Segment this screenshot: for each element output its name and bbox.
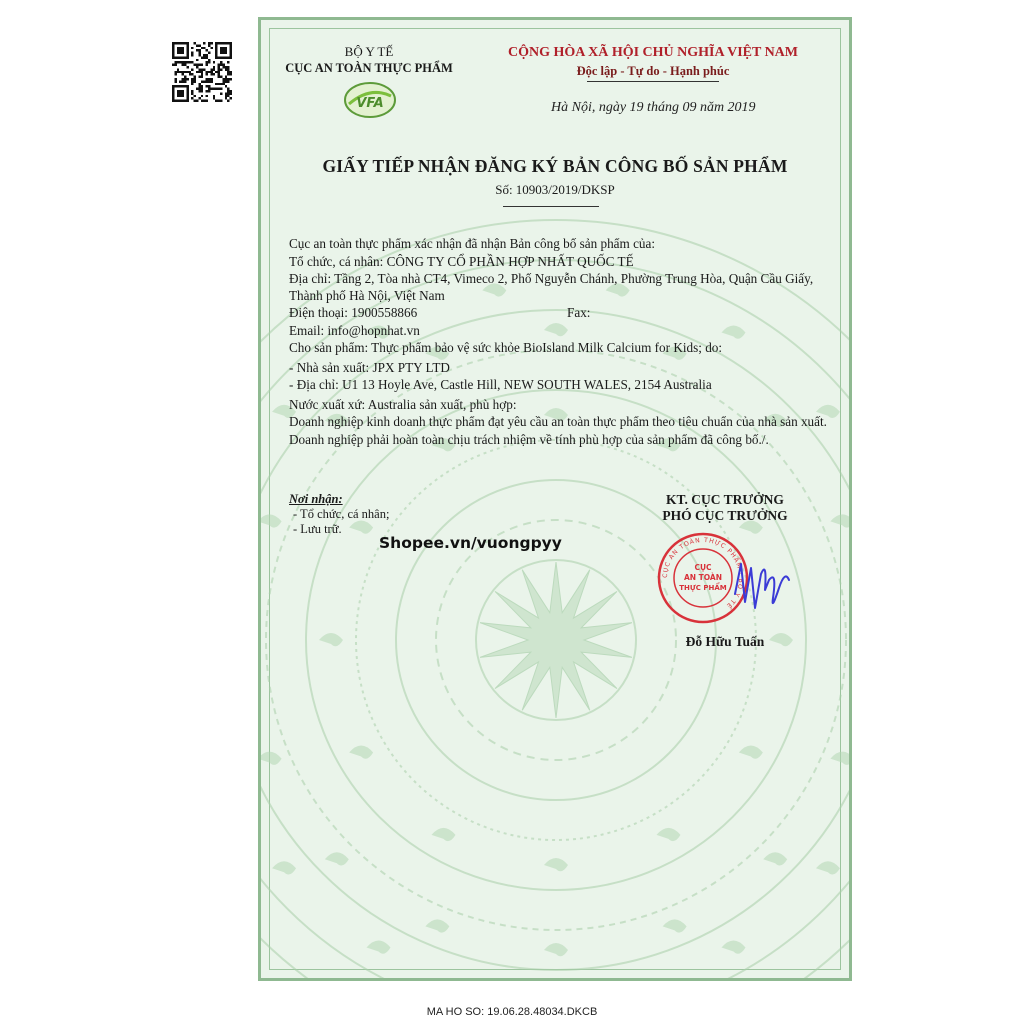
stamp-inner-line: CỤC <box>694 563 712 572</box>
signatory-line-1: KT. CỤC TRƯỞNG <box>666 492 784 507</box>
issue-date: Hà Nội, ngày 19 tháng 09 năm 2019 <box>551 100 756 115</box>
document-body <box>289 236 829 449</box>
motto-underline <box>587 81 719 82</box>
document-number: Số: 10903/2019/DKSP <box>495 182 615 197</box>
phone-text: Điện thoại: 1900558866 <box>289 305 418 320</box>
address-text: Địa chỉ: Tầng 2, Tòa nhà CT4, Vimeco 2, Phố Nguyễn Chánh, Phường Trung Hòa, Quận Cầu Giấy, Thành phố Hà Nội, Việt Nam <box>289 271 814 303</box>
national-motto: Độc lập - Tự do - Hạnh phúc <box>576 64 730 78</box>
email-text: Email: info@hopnhat.vn <box>289 322 420 338</box>
signer-name: Đỗ Hữu Tuấn <box>685 634 765 649</box>
origin-text: Nước xuất xứ: Australia sản xuất, phù hợp: <box>289 396 517 412</box>
manufacturer-text: - Nhà sản xuất: JPX PTY LTD <box>289 359 450 375</box>
document-title: GIẤY TIẾP NHẬN ĐĂNG KÝ BẢN CÔNG BỐ SẢN PHẨM <box>322 156 788 176</box>
certificate-content <box>261 20 849 978</box>
shop-watermark: Shopee.vn/vuongpyy <box>379 534 562 552</box>
dossier-code: MA HO SO: 19.06.28.48034.DKCB <box>426 1006 598 1018</box>
number-underline <box>503 206 599 207</box>
requirement-text: Doanh nghiệp kinh doanh thực phẩm đạt yêu cầu an toàn thực phẩm theo tiêu chuẩn của nhà sản xuất. <box>289 414 827 429</box>
recipient-item: - Tổ chức, cá nhân; <box>293 507 390 521</box>
stamp-inner-line: AN TOÀN <box>683 573 723 582</box>
qr-code <box>170 42 234 102</box>
recipient-item: - Lưu trữ. <box>293 522 342 536</box>
fax-text: Fax: <box>567 305 591 320</box>
responsibility-text: Doanh nghiệp phải hoàn toàn chịu trách nhiệm về tính phù hợp của sản phẩm đã công bố./. <box>289 431 769 447</box>
signatory-title <box>613 492 837 524</box>
stamp-inner-line: THỰC PHẨM <box>679 584 727 592</box>
certificate-frame <box>258 17 852 981</box>
recipients-heading: Nơi nhận: <box>289 492 343 506</box>
issuer-header <box>269 44 469 76</box>
handwritten-signature <box>727 550 797 630</box>
nation-header <box>493 44 813 82</box>
contact-row <box>289 305 829 322</box>
recipients-block <box>289 492 389 537</box>
svg-text:VFA: VFA <box>356 96 384 111</box>
product-text: Cho sản phẩm: Thực phẩm bảo vệ sức khỏe BioIsland Milk Calcium for Kids; do: <box>289 340 723 355</box>
department-name: CỤC AN TOÀN THỰC PHẨM <box>285 61 453 75</box>
organization-text: Tổ chức, cá nhân: CÔNG TY CỔ PHẦN HỢP NHẤT QUỐC TẾ <box>289 253 634 269</box>
signatory-line-2: PHÓ CỤC TRƯỞNG <box>662 508 788 523</box>
manufacturer-address-text: - Địa chỉ: U1 13 Hoyle Ave, Castle Hill, NEW SOUTH WALES, 2154 Australia <box>289 377 712 392</box>
ministry-name: BỘ Y TẾ <box>344 44 394 59</box>
intro-text: Cục an toàn thực phẩm xác nhận đã nhận Bản công bố sản phẩm của: <box>289 236 656 251</box>
vfa-logo-icon <box>343 80 397 120</box>
nation-name: CỘNG HÒA XÃ HỘI CHỦ NGHĨA VIỆT NAM <box>507 45 798 60</box>
stamp-outer-text: CỤC AN TOÀN THỰC PHẨM · BỘ Y TẾ <box>661 536 745 610</box>
